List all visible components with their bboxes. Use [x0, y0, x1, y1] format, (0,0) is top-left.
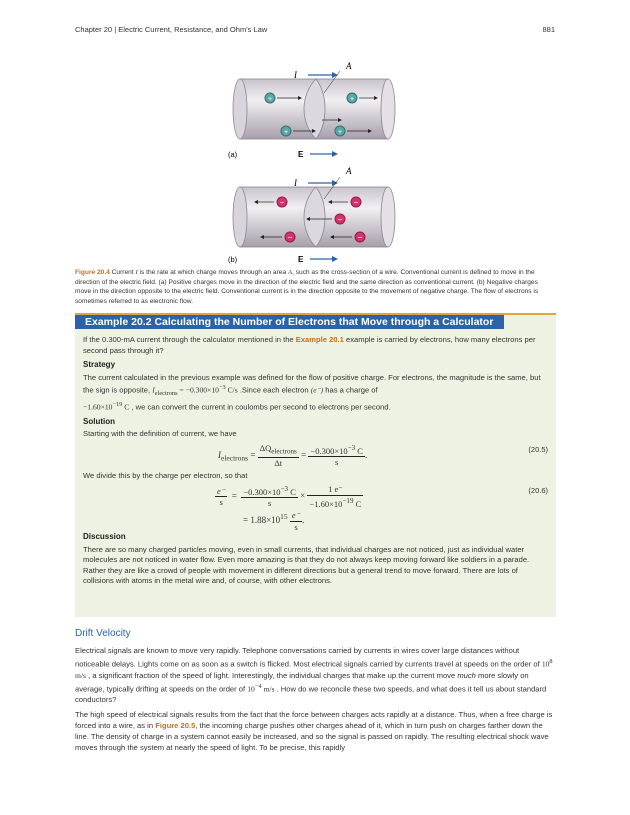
math: −1.60×10	[309, 498, 343, 509]
math: C	[122, 402, 130, 412]
positive-charge	[281, 126, 291, 136]
text: , the incoming charge pushes other charges ahead of it, which in turn push on charges farther down the line. The density of charge in a system cannot easily be increased, and so the signal is passed on rapidly. The resulting electrical shock wave moves through the system at nearly the speed of light. To be precise, this rapidly	[75, 721, 549, 753]
svg-text:+: +	[267, 96, 273, 103]
section-body	[75, 645, 555, 757]
fraction	[308, 443, 365, 468]
svg-text:+: +	[337, 129, 343, 136]
equation-20-5: $I_{electrons}$ = $\frac{\Delta Q_{electrons}}{\Delta t}$ = $\frac{-0.300\times 10^{-3} C}{s}$ . (20.5)	[218, 442, 548, 468]
figure-label: Figure 20.4	[75, 269, 110, 276]
field-label: E	[298, 150, 304, 159]
text: If the 0.300-mA current through the calculator mentioned in the	[83, 335, 296, 344]
math: −3	[280, 485, 289, 494]
paragraph	[75, 709, 555, 753]
math: C	[355, 445, 363, 456]
text: . How do we reconcile these two speeds, and what does it tell us about standard conductors?	[75, 684, 547, 705]
math: 8	[549, 658, 553, 665]
math: C	[288, 486, 296, 497]
negative-charge	[355, 232, 365, 242]
math: −3	[218, 384, 226, 391]
section-heading: Drift Velocity	[75, 628, 131, 639]
svg-text:−: −	[353, 198, 359, 207]
field-label: E	[298, 255, 304, 264]
equation-number: (20.6)	[528, 486, 548, 496]
math: ΔQ	[259, 442, 272, 453]
math: C	[353, 498, 362, 509]
positive-charge	[347, 93, 357, 103]
area-label: A	[346, 61, 352, 71]
positive-charge	[265, 93, 275, 103]
math: 10	[247, 684, 255, 694]
svg-text:+: +	[349, 96, 355, 103]
svg-text:+: +	[283, 129, 289, 136]
example-link[interactable]: Example 20.1	[295, 335, 344, 344]
math: I	[152, 385, 155, 395]
panel-label: (a)	[228, 150, 238, 159]
math: I	[218, 449, 221, 460]
wire-diagram-a	[228, 55, 398, 160]
example-intro	[83, 335, 548, 356]
equation-20-6: $\frac{e^-}{s}$ = $\frac{-0.300\times 10^{-3} C}{s}$ × $\frac{1 e^-}{-1.60\times 10^{-19} C}$ = $1.88\times 10^{15}$ $\frac{e^-}{s}$ . (20.6)	[217, 484, 548, 532]
positive-charge	[335, 126, 345, 136]
math: s	[219, 497, 223, 507]
discussion-heading: Discussion	[83, 532, 126, 542]
math: e⁻	[291, 510, 301, 521]
negative-charge	[351, 197, 361, 207]
caption-text: is the rate at which charge moves through an area	[137, 269, 288, 276]
math: m/s	[75, 670, 86, 680]
math: = −0.300×10	[177, 385, 219, 395]
math: 15	[280, 512, 288, 522]
solution-text: Starting with the definition of current, we have	[83, 429, 237, 439]
page-header	[75, 25, 555, 34]
current-label: I	[294, 178, 297, 188]
example-body	[83, 335, 548, 590]
fraction	[215, 486, 227, 508]
svg-text:−: −	[287, 233, 293, 242]
math: −0.300×10	[310, 445, 348, 456]
caption-text: Current	[109, 269, 136, 276]
math: −3	[347, 444, 356, 452]
math: −19	[112, 400, 123, 408]
paragraph	[75, 645, 555, 705]
math: C/s	[225, 385, 238, 395]
caption-text: , such as the cross-section of a wire. Conventional current is defined to move in the direction of the electric field. (a) Positive charges move in the direction of the electric field and the same direction as conventional current. (b) Negative charges move in the direction opposite to the electric field. Conventional current is in the direction opposite to the movement of negative charge. The flow of electrons is sometimes referred to as electronic flow.	[75, 269, 539, 305]
panel-label: (b)	[228, 255, 238, 264]
page-number: 881	[542, 25, 555, 34]
figure-link[interactable]: Figure 20.5	[155, 721, 196, 731]
math: s	[294, 521, 298, 532]
math: e⁻	[217, 485, 226, 496]
text: , a significant fraction of the speed of light. Interestingly, the individual charges that make up the current move	[85, 670, 458, 680]
caption-var-I: I	[135, 269, 138, 276]
wire-diagram-b	[228, 165, 398, 265]
svg-text:−: −	[357, 233, 363, 242]
text: .Since each electron	[237, 385, 311, 395]
math: 1 e⁻	[307, 484, 363, 496]
math: electrons	[221, 453, 249, 463]
text: The current calculated in the previous example was defined for the flow of positive charge. For electrons, the magnitude is the same, but the sign is opposite,	[83, 372, 541, 395]
math: −4	[254, 682, 262, 690]
math: −19	[342, 496, 354, 505]
negative-charge	[285, 232, 295, 242]
math: 1.88×10	[250, 515, 281, 526]
math: 10	[541, 659, 550, 669]
solution-text-2: We divide this by the charge per electron, so that	[83, 470, 248, 480]
text: Electrical signals are known to move very rapidly. Telephone conversations carried by currents in wires cover large distances without noticeable delays. Lights come on as soon as a switch is flicked. Most electrical signals carried by currents travel at speeds on the order of	[75, 646, 542, 669]
figure-panel-b	[228, 165, 398, 265]
math: m/s	[261, 684, 275, 694]
negative-charge	[277, 197, 287, 207]
math: −0.300×10	[243, 486, 281, 497]
fraction	[241, 484, 298, 509]
area-label: A	[346, 166, 352, 176]
math: s	[267, 498, 272, 509]
text: The high speed of electrical signals results from the fact that the force between charges acts rapidly at a distance. Thus, when a free charge is forced into a wire, as in	[75, 710, 553, 731]
chapter-title: Chapter 20 | Electric Current, Resistance, and Ohm's Law	[75, 25, 268, 34]
figure-caption	[75, 268, 555, 306]
discussion-text: There are so many charged particles moving, even in small currents, that individual charges are not noticed, just as individual water molecules are not noticed in water flow. Even more amazing is that they do not always keep moving forward like soldiers in a parade. Rather they are like a crowd of people with movement in different directions but a general trend to move forward. There are lots of collisions with atoms in the metal wire and, of course, with other electrons.	[83, 544, 530, 586]
math: s	[335, 457, 339, 468]
math: electrons	[154, 390, 178, 398]
math: (e⁻)	[310, 385, 324, 395]
svg-text:−: −	[337, 215, 343, 224]
text: much	[457, 670, 476, 680]
negative-charge	[335, 214, 345, 224]
fraction	[258, 443, 299, 469]
example-box	[75, 313, 556, 617]
fraction	[307, 484, 363, 509]
math: Δt	[274, 457, 283, 468]
math: electrons	[271, 447, 297, 456]
example-title: Example 20.2 Calculating the Number of Electrons that Move through a Calculator	[75, 315, 504, 329]
current-label: I	[294, 70, 297, 80]
caption-var-A: A	[287, 269, 292, 276]
text: example is carried by electrons, how many electrons per second pass through it?	[83, 335, 536, 355]
text: , we can convert the current in coulombs per second to electrons per second.	[129, 402, 391, 412]
figure-panel-a	[228, 55, 398, 160]
fraction	[290, 510, 302, 532]
svg-text:−: −	[279, 198, 285, 207]
text: has a charge of	[323, 385, 378, 395]
strategy-heading: Strategy	[83, 360, 116, 369]
text: more slowly on average, typically drifting at speeds on the order of	[75, 670, 529, 694]
math: −1.60×10	[83, 402, 113, 412]
solution-heading: Solution	[83, 416, 115, 426]
strategy-text	[83, 373, 548, 413]
equation-number: (20.5)	[528, 444, 548, 454]
